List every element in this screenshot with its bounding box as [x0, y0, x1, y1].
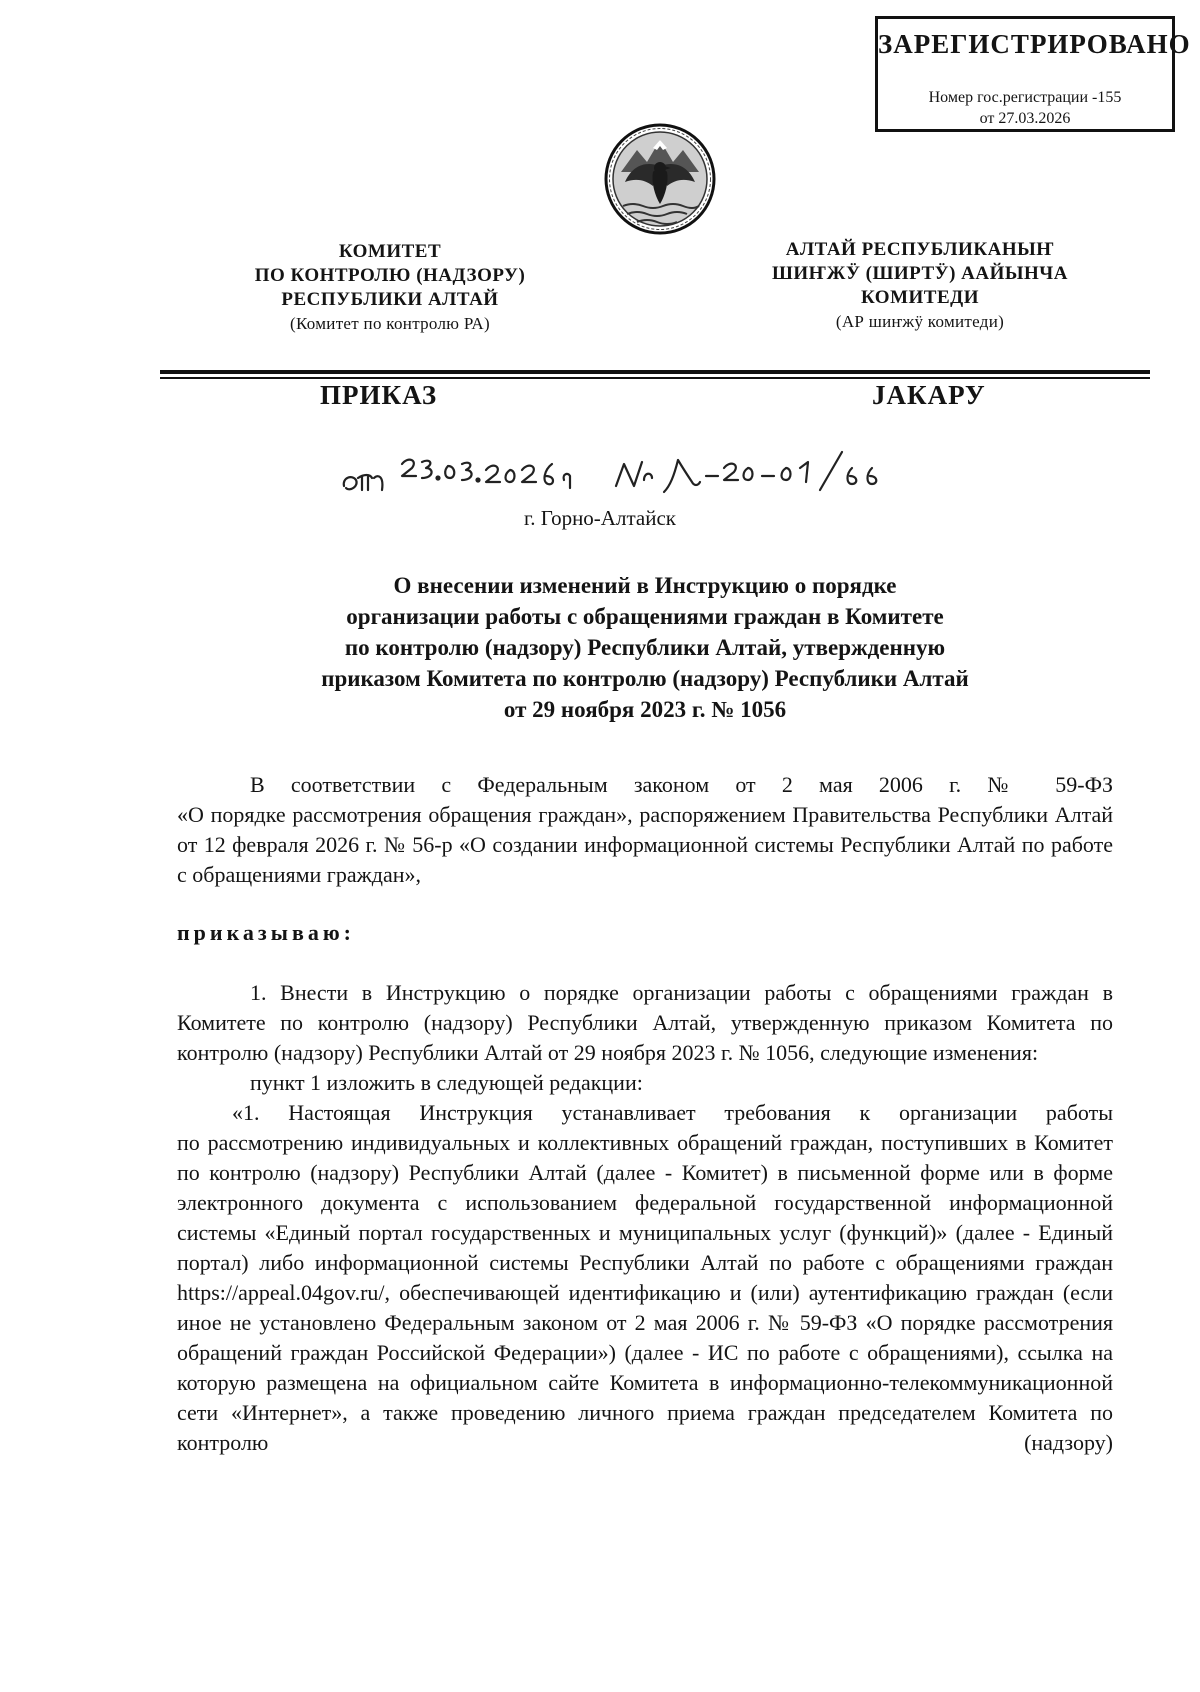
- coat-of-arms-emblem: [603, 122, 717, 236]
- order-title-ru: ПРИКАЗ: [320, 380, 438, 410]
- decree-word: приказываю:: [177, 920, 355, 945]
- preamble-paragraph: [177, 770, 1113, 890]
- header-left-line3: РЕСПУБЛИКИ АЛТАЙ: [281, 289, 499, 310]
- header-right-line1: АЛТАЙ РЕСПУБЛИКАНЫҤ: [785, 239, 1055, 260]
- header-rule-thin: [160, 377, 1150, 379]
- stamp-reg-date: от 27.03.2026: [979, 110, 1071, 127]
- quote-paragraph: по рассмотрению индивидуальных и коллективных обращений граждан, поступивших в Комитет по контролю (надзору) Республики Алтай (далее - Комитет) в письменной форме или в форме электронного документа с использованием федеральной государственной информационной системы «Единый портал государственных и муниципальных услуг (функций)» (далее - Единый портал) либо информационной системы Республики Алтай по работе с обращениями граждан https://appeal.04gov.ru/, обеспечивающей идентификацию и (или) аутентификацию граждан (если иное не установлено Федеральным законом от 2 мая 2006 г. № 59-ФЗ «О порядке рассмотрения обращений граждан Российской Федерации») (далее - ИС по работе с обращениями), ссылка на которую размещена на официальном сайте Комитета в информационно-телекоммуникационной сети «Интернет», а также проведению личного приема граждан председателем Комитета по контролю (надзору): [177, 1130, 1113, 1455]
- header-left-line2: ПО КОНТРОЛЮ (НАДЗОРУ): [254, 265, 526, 286]
- header-left-block: [200, 240, 580, 336]
- header-right-line3: КОМИТЕДИ: [861, 287, 979, 308]
- title-line-1: О внесении изменений в Инструкцию о порядке: [393, 573, 897, 598]
- order-subject-title: [190, 570, 1100, 725]
- header-left-short: (Комитет по контролю РА): [290, 314, 490, 333]
- title-line-2: организации работы с обращениями граждан в Комитете: [346, 604, 944, 629]
- point-intro: пункт 1 изложить в следующей редакции:: [250, 1070, 643, 1095]
- preamble-rest: «О порядке рассмотрения обращения граждан», распоряжением Правительства Республики Алтай от 12 февраля 2026 г. № 56-р «О создании информационной системы Республики Алтай по работе с обращениями граждан»,: [177, 802, 1113, 887]
- quote-first-line: «1. Настоящая Инструкция устанавливает требования к организации работы: [232, 1100, 1113, 1125]
- order-body: [177, 978, 1113, 1458]
- header-rule-thick: [160, 370, 1150, 374]
- city-line: г. Горно-Алтайск: [524, 506, 676, 530]
- header-right-block: [730, 238, 1110, 334]
- order-title-altai: ЈАКАРУ: [872, 380, 986, 410]
- handwritten-date-number: [338, 446, 898, 502]
- header-right-line2: ШИҤЖӰ (ШИРТӰ) ААЙЫНЧА: [772, 263, 1068, 284]
- item-1-paragraph: 1. Внести в Инструкцию о порядке организации работы с обращениями граждан в Комитете по контролю (надзору) Республики Алтай, утвержденную приказом Комитета по контролю (надзору) Республики Алтай от 29 ноября 2023 г. № 1056, следующие изменения:: [177, 980, 1113, 1065]
- header-right-short: (АР шиҥжӱ комитеди): [835, 312, 1005, 331]
- title-line-5: от 29 ноября 2023 г. № 1056: [503, 697, 787, 722]
- stamp-title: ЗАРЕГИСТРИРОВАНО: [878, 29, 1191, 59]
- stamp-reg-number: Номер гос.регистрации -155: [928, 89, 1122, 106]
- title-line-4: приказом Комитета по контролю (надзору) Республики Алтай: [321, 666, 969, 691]
- header-left-line1: КОМИТЕТ: [338, 241, 442, 262]
- preamble-first-line: В соответствии с Федеральным законом от 2 мая 2006 г. № 59-ФЗ: [250, 772, 1113, 797]
- title-line-3: по контролю (надзору) Республики Алтай, утвержденную: [344, 635, 946, 660]
- registration-stamp: [875, 16, 1191, 132]
